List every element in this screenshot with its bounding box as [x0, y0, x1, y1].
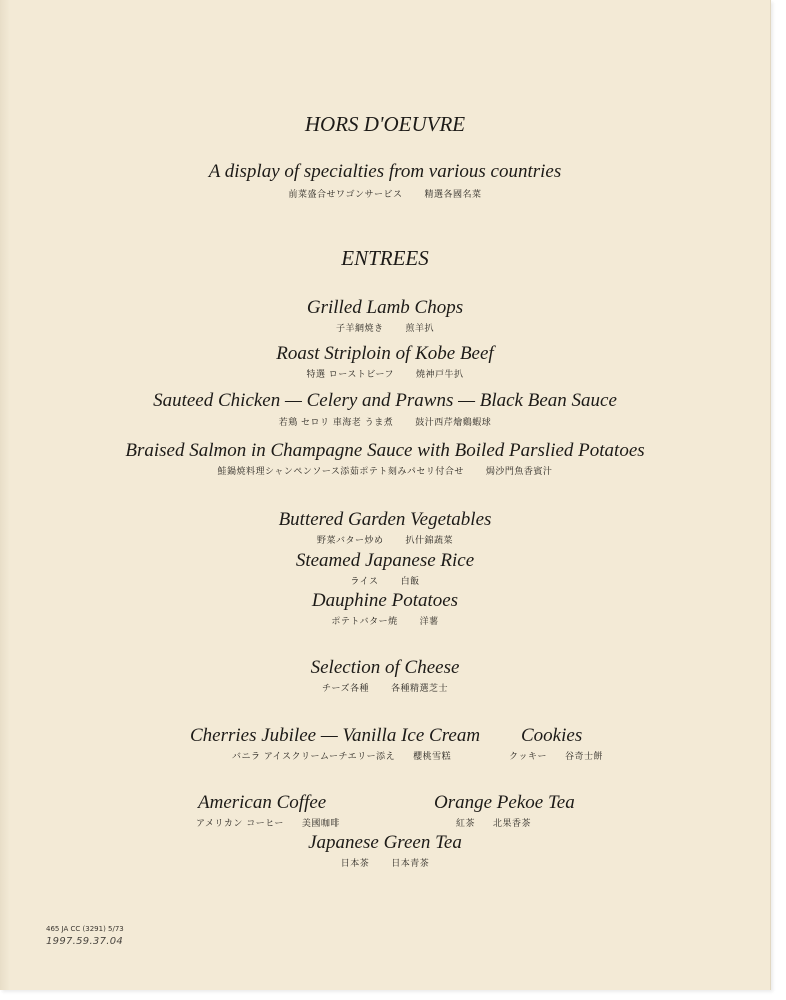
- entree-chicken: Sauteed Chicken — Celery and Prawns — Black Bean Sauce: [153, 390, 617, 411]
- lamb-jp-1: 子羊網焼き: [335, 324, 384, 334]
- coffee-jp-1: アメリカン コーヒー: [196, 819, 284, 829]
- tea-item: Orange Pekoe Tea: [434, 792, 575, 813]
- entree-salmon-jp: [0, 464, 770, 477]
- green-tea-item-jp: [0, 856, 770, 869]
- chicken-jp-2: 鼓汁西芹燴鷄蝦球: [415, 418, 492, 428]
- chicken-jp-1: 若鶏 セロリ 車海老 うま煮: [278, 418, 394, 428]
- lamb-jp-2: 煎羊扒: [405, 324, 435, 334]
- coffee-item: American Coffee: [198, 792, 327, 813]
- side-rice: Steamed Japanese Rice: [295, 550, 475, 571]
- beef-jp-1: 特選 ローストビーフ: [306, 370, 395, 380]
- hors-doeuvre-heading: HORS D'OEUVRE: [304, 112, 466, 136]
- side-potatoes-jp: [0, 614, 770, 627]
- display-jp-1: 前菜盛合せワゴンサービス: [288, 190, 403, 200]
- green-tea-item: Japanese Green Tea: [308, 832, 462, 853]
- green-tea-jp-1: 日本茶: [340, 859, 370, 869]
- beef-jp-2: 燒神戸牛扒: [416, 370, 464, 380]
- cheese-jp-1: チーズ各種: [321, 684, 370, 694]
- cheese-item: Selection of Cheese: [310, 657, 460, 678]
- rice-jp-2: 白飯: [400, 577, 420, 587]
- side-vegetables: Buttered Garden Vegetables: [278, 509, 492, 530]
- dessert-item: Cherries Jubilee — Vanilla Ice Cream: [190, 725, 481, 746]
- coffee-jp-2: 美國咖啡: [301, 819, 340, 829]
- accession-number: 1997.59.37.04: [46, 936, 124, 947]
- entree-lamb: Grilled Lamb Chops: [306, 297, 464, 318]
- tea-item-jp: [456, 816, 531, 829]
- rice-jp-1: ライス: [350, 577, 379, 587]
- green-tea-jp-2: 日本青茶: [391, 859, 430, 869]
- potatoes-jp-1: ポテトバター焼: [331, 617, 398, 627]
- entree-beef-jp: [0, 367, 770, 380]
- side-rice-jp: [0, 574, 770, 587]
- display-jp-2: 精選各國名菜: [424, 190, 482, 200]
- coffee-item-jp: [196, 816, 340, 829]
- tea-jp-1: 紅茶: [456, 819, 476, 829]
- side-vegetables-jp: [0, 533, 770, 546]
- print-code: 465 JA CC (3291) 5/73: [46, 925, 124, 933]
- display-item: A display of specialties from various countries: [208, 161, 562, 182]
- salmon-jp-1: 鮭鍋焼料理シャンペンソース添茹ポテト刻みパセリ付合せ: [217, 467, 464, 477]
- cheese-item-jp: [0, 681, 770, 694]
- dessert-item-jp: [232, 749, 451, 762]
- cookies-jp-1: クッキー: [509, 752, 548, 762]
- cookies-jp-2: 谷奇士餅: [565, 752, 604, 762]
- entree-beef: Roast Striploin of Kobe Beef: [276, 343, 494, 364]
- cheese-jp-2: 各種精選芝士: [391, 684, 449, 694]
- entree-chicken-jp: [0, 415, 770, 428]
- veg-jp-2: 扒什錦蔬菜: [405, 536, 454, 546]
- tea-jp-2: 北果香茶: [493, 819, 532, 829]
- cookies-item-jp: [509, 749, 603, 762]
- dessert-jp-1: バニラ アイスクリームーチエリー添え: [232, 752, 396, 762]
- entrees-heading: ENTREES: [341, 246, 429, 270]
- salmon-jp-2: 焗沙門魚香賓汁: [485, 467, 553, 477]
- entree-salmon: Braised Salmon in Champagne Sauce with Boiled Parslied Potatoes: [125, 440, 645, 461]
- display-item-jp: [0, 187, 770, 200]
- potatoes-jp-2: 洋薯: [419, 617, 439, 627]
- entree-lamb-jp: [0, 321, 770, 334]
- cookies-item: Cookies: [521, 725, 583, 746]
- veg-jp-1: 野菜バター炒め: [316, 536, 384, 546]
- side-potatoes: Dauphine Potatoes: [311, 590, 459, 611]
- dessert-jp-2: 櫻桃雪糕: [413, 752, 452, 762]
